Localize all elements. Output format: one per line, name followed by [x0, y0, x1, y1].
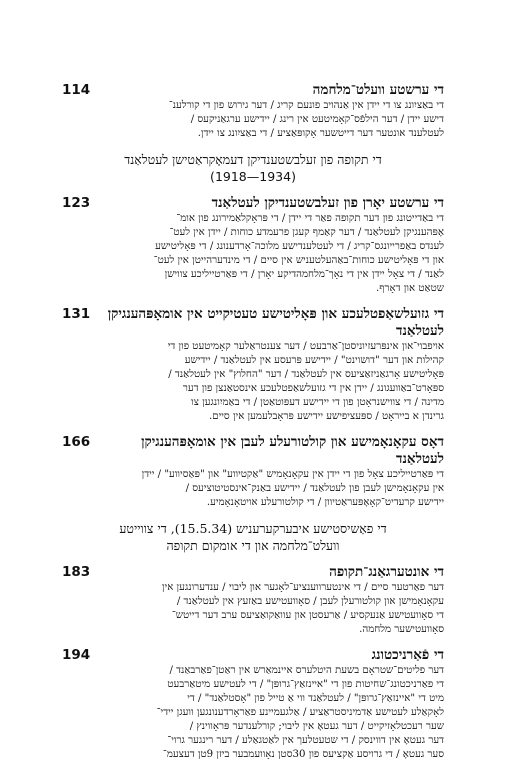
toc-entry-description [62, 340, 444, 424]
toc-entry-destruction [62, 647, 444, 762]
toc-entry-header [62, 195, 444, 212]
toc-page-number: 166 [62, 434, 91, 450]
description-line: סאָוועטישער מלחמה. [359, 624, 444, 635]
toc-entry-header [62, 306, 444, 340]
toc-entry-header [62, 434, 444, 468]
description-line: לאַנד / די צאָל יידן אין די נאָך־מלחמהדיקע יאָרן / די פּאַרטייליכע צווישן [164, 269, 444, 280]
description-line: לעטלענד אונטער דער דייטשער אָקופּאַציע / די באַציִונג צו יידן. [197, 128, 444, 139]
description-line: פּאָליטישע אָרגאַניזאַציעס אין לעטלאַנד / דער "החלוץ" אין לעטלאַנד / [168, 369, 444, 380]
description-line: קהילות און דער "דושוינט" / יידישע פּרעסע אין לעטלאַנד / יידישע [184, 355, 444, 366]
description-line: דער געטאָ אין דווינסק / די שטעטלעך אין לאַטגאַלע / דער רינגער גרוי־ [167, 735, 444, 746]
toc-entry-header [62, 82, 444, 99]
description-line: לאָקאַלע לעטישע אַדמיניסטראַציע / אַלגעמיינע פאַראָרדענונגען וועגן יידי־ [156, 707, 444, 718]
period-heading-title: די פאַשיסטישע איבערקערעניש (15.5.34), די צווייטע [119, 521, 387, 536]
description-line: עקאָנאָמישן און קולטורעלן לעבן / סאָוועטישע באַזעץ אין לעטלאַנד / [176, 596, 444, 607]
description-line: אויפבוי־און אינפּרעזיוניסטן־אַרבעט / דער צענטראַלער קאָמיטעט פון די [167, 341, 444, 352]
toc-entry-title: די פֿאַרניכטונג [371, 647, 444, 663]
toc-entry-title: די ערשטע יאָרן פון זעלבשטענדיקן לעטלאַנד [211, 195, 444, 211]
description-line: סער געטאָ / די גרויסע אַקציעס פון 30סטן נאָוועמבער ביזן 9טן דעצעמ־ [162, 749, 444, 760]
toc-entry-title: די גזועלשאַפטלעכע און פּאָליטישע טעטיקייט אין אומאָפּהענגיקן לעטלאַנד [107, 306, 444, 339]
table-of-contents [62, 82, 444, 772]
toc-page-number: 194 [62, 647, 91, 663]
description-line: יידישע קרעדיט־קאָאָפּעראַטיוון / די קולטורעלע אויטאָנאָמיע. [206, 497, 444, 508]
toc-entry-description [62, 212, 444, 296]
toc-page-number: 123 [62, 195, 91, 211]
description-line: שער רעכטלאָזיקייט / דער געטאָ אין ליבוי; קורלענדער פּראָווינץ / [189, 721, 444, 732]
description-line: און די פּאָליטישע כוחות־באַהעלטעניש אין סיים / די מינדערהייטן אין לעט־ [153, 255, 444, 266]
description-line: אָפּהענגיקן לעטלאַנד / דער קאַמף קעגן פרעמדע כוחות / יידן אין לעט־ [169, 227, 444, 238]
toc-entry-header [62, 564, 444, 581]
toc-entry-economic-cultural [62, 434, 444, 510]
toc-entry-title: די ערשטע וועלט־מלחמה [312, 82, 444, 98]
toc-entry-header [62, 647, 444, 664]
period-heading-years: (1934—1918) [210, 169, 296, 184]
toc-entry-description [62, 581, 444, 637]
toc-entry-description [62, 664, 444, 762]
toc-entry-social-political [62, 306, 444, 424]
toc-entry-title: דאָס עקאָנאָמישע און קולטורעלע לעבן אין אומאָפּהענגיקן לעטלאַנד [141, 434, 444, 467]
description-line: דער פאַרטער סיים / די אינטערווענציע־לאָגער און ליבוי / ענדערונגען אין [161, 582, 444, 593]
description-line: די פאַרניכטונג־שחיטות פון די "איינזאַץ־גרופּן" / די לעטישע מיטאַרבעט [167, 679, 444, 690]
toc-entry-first-years [62, 195, 444, 296]
period-heading-title: די תקופה פון זעלבשטענדיקן דעמאָקראַטישן לעטלאַנד [124, 152, 382, 167]
toc-page-number: 114 [62, 82, 91, 98]
description-line: שטאַט און דאָרף. [376, 283, 444, 294]
description-line: לענדס באַפרייונגס־קריג / די לעטלענדישע מלוכה־אָרדענונג / די פּאָליטישע [155, 241, 444, 252]
description-line: מיט די "איינזאַץ־גרופּן" / לעטלאַנד ווי אַ טייל פון "אָסטלאַנד" / די [187, 693, 444, 704]
description-line: דישע יידן / דער הילפֿס־קאָמיטעט אין רינג / יידישע ערגאַניקעס / [190, 114, 444, 125]
description-line: די פּאַרטייליכע צאָל פון די יידן אין עקאָנאָמיש "אַקטיווע" און "פּאַסיווע" / יידן [141, 469, 444, 480]
description-line: דער פליטים־שטראָם בשעת היטלערס איינמאַרש אין ראַטן־פאַרבאַנד / [169, 665, 444, 676]
description-line: ספּאָרט־באַוועגונג / יידן אין די גזועלשאַפטלעכע אינסטאַנצן פון דער [182, 383, 444, 394]
toc-entry-decline [62, 564, 444, 637]
toc-entry-description [62, 99, 444, 141]
description-line: די באַדייטונג פון דער תקופה פאַר די יידן / די פּראָקלאַמירונג פון אומ־ [176, 213, 444, 224]
period-heading-subtitle: וועלט־מלחמה און די אומקום תקופה [166, 538, 340, 553]
description-line: גרינדן א בייראָט / ספּעציפישע יידישע פּראָבלעמען אין סיים. [208, 411, 444, 422]
description-line: מדינה / די צווישנראָטן פון די יידישע דעפּוטאַטן / די באַמיִונגען צו [191, 397, 444, 408]
description-line: אין עקאָנאָמישן לעבן פון לעטלאַנד / יידישע באַנק־אינסטיטוציעס / [185, 483, 444, 494]
period-heading [62, 151, 444, 185]
toc-page-number: 183 [62, 564, 91, 580]
toc-entry-description [62, 468, 444, 510]
description-line: די באַציִונג צו די יידן אין אַנהויב פונעם קריג / דער גירוש פון די קורלענ־ [168, 100, 444, 111]
toc-page-number: 131 [62, 306, 91, 322]
description-line: די סאָוועטישע אַנעקסיע / אַרעסטן און עוואַקואַציעס ערב דער דייטש־ [171, 610, 444, 621]
toc-entry-title: די אונטערגאַנג־תקופה [329, 564, 444, 580]
period-heading-fascist [62, 520, 444, 554]
toc-entry-world-war [62, 82, 444, 141]
